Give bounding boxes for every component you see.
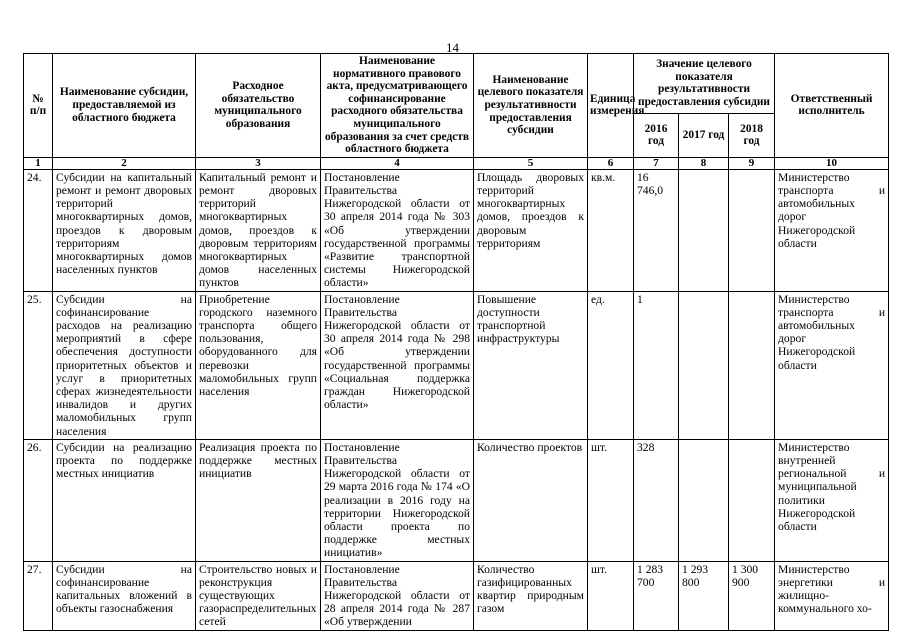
header-num: № п/п (24, 54, 53, 158)
value-2016-cell: 16 746,0 (634, 169, 679, 291)
value-2017-cell (679, 169, 729, 291)
page-number: 14 (446, 40, 459, 55)
row-number: 24. (24, 169, 53, 291)
subsidy-table (23, 53, 889, 631)
column-number: 1 (24, 157, 53, 169)
table-row (24, 169, 889, 291)
header-year-2017: 2017 год (679, 113, 729, 157)
unit-cell: кв.м. (588, 169, 634, 291)
indicator-cell: Количество проектов (474, 439, 588, 561)
header-unit: Единица измерения (588, 54, 634, 158)
unit-cell: шт. (588, 561, 634, 630)
column-numbers-row (24, 157, 889, 169)
column-number: 4 (321, 157, 474, 169)
row-number: 27. (24, 561, 53, 630)
indicator-cell: Повышение доступности транспортной инфраструктуры (474, 291, 588, 439)
column-number: 8 (679, 157, 729, 169)
value-2018-cell (729, 439, 775, 561)
column-number: 6 (588, 157, 634, 169)
header-target-value: Значение целевого показателя результативности предоставления субсидии (634, 54, 775, 114)
header-subsidy-name: Наименование субсидии, предоставляемой из областного бюджета (53, 54, 196, 158)
column-number: 2 (53, 157, 196, 169)
header-year-2016: 2016 год (634, 113, 679, 157)
indicator-cell: Количество газифицированных квартир природным газом (474, 561, 588, 630)
value-2016-cell: 328 (634, 439, 679, 561)
responsible-cell: Министерство транспорта и автомобильных дорог Нижегородской области (775, 291, 889, 439)
header-responsible: Ответственный исполнитель (775, 54, 889, 158)
obligation-cell: Приобретение городского наземного транспорта общего пользования, оборудованного для перевозки маломобильных групп населения (196, 291, 321, 439)
header-indicator: Наименование целевого показателя результативности предоставления субсидии (474, 54, 588, 158)
obligation-cell: Капитальный ремонт и ремонт дворовых территорий многоквартирных домов, проездов к дворовым территориям многоквартирных домов населенных пунктов (196, 169, 321, 291)
value-2018-cell (729, 169, 775, 291)
value-2017-cell: 1 293 800 (679, 561, 729, 630)
header-row (24, 54, 889, 114)
subsidy-cell: Субсидии на капитальный ремонт и ремонт дворовых территорий многоквартирных домов, проездов к дворовым территориям многоквартирных домов населенных пунктов (53, 169, 196, 291)
unit-cell: ед. (588, 291, 634, 439)
header-legal-act: Наименование нормативного правового акта, предусматривающего софинансирование расходного обязательства муниципального образования за счет средств областного бюджета (321, 54, 474, 158)
value-2017-cell (679, 439, 729, 561)
table-row (24, 439, 889, 561)
column-number: 9 (729, 157, 775, 169)
indicator-cell: Площадь дворовых территорий многоквартирных домов, проездов к дворовым территориям (474, 169, 588, 291)
legal-act-cell: Постановление Правительства Нижегородской области от 29 марта 2016 года № 174 «О реализации в 2016 году на территории Нижегородской области проекта по поддержке местных инициатив» (321, 439, 474, 561)
legal-act-cell: Постановление Правительства Нижегородской области от 30 апреля 2014 года № 303 «Об утверждении государственной программы «Развитие транспортной системы Нижегородской области» (321, 169, 474, 291)
responsible-cell: Министерство внутренней региональной и муниципальной политики Нижегородской области (775, 439, 889, 561)
legal-act-cell: Постановление Правительства Нижегородской области от 28 апреля 2014 года № 287 «Об утверждении (321, 561, 474, 630)
value-2017-cell (679, 291, 729, 439)
value-2016-cell: 1 (634, 291, 679, 439)
legal-act-cell: Постановление Правительства Нижегородской области от 30 апреля 2014 года № 298 «Об утверждении государственной программы «Социальная поддержка граждан Нижегородской области» (321, 291, 474, 439)
column-number: 3 (196, 157, 321, 169)
row-number: 26. (24, 439, 53, 561)
responsible-cell: Министерство энергетики и жилищно-коммунального хо- (775, 561, 889, 630)
column-number: 5 (474, 157, 588, 169)
column-number: 10 (775, 157, 889, 169)
unit-cell: шт. (588, 439, 634, 561)
table-row (24, 291, 889, 439)
header-year-2018: 2018 год (729, 113, 775, 157)
obligation-cell: Реализация проекта по поддержке местных инициатив (196, 439, 321, 561)
value-2016-cell: 1 283 700 (634, 561, 679, 630)
table-row (24, 561, 889, 630)
column-number: 7 (634, 157, 679, 169)
value-2018-cell (729, 291, 775, 439)
value-2018-cell: 1 300 900 (729, 561, 775, 630)
subsidy-cell: Субсидии на софинансирование капитальных вложений в объекты газоснабжения (53, 561, 196, 630)
header-obligation: Расходное обязательство муниципального образования (196, 54, 321, 158)
subsidy-cell: Субсидии на софинансирование расходов на реализацию мероприятий в сфере обеспечения доступности приоритетных объектов и услуг в приоритетных сферах жизнедеятельности инвалидов и других маломобильных групп населения (53, 291, 196, 439)
row-number: 25. (24, 291, 53, 439)
obligation-cell: Строительство новых и реконструкция существующих газораспределительных сетей (196, 561, 321, 630)
subsidy-cell: Субсидии на реализацию проекта по поддержке местных инициатив (53, 439, 196, 561)
responsible-cell: Министерство транспорта и автомобильных дорог Нижегородской области (775, 169, 889, 291)
